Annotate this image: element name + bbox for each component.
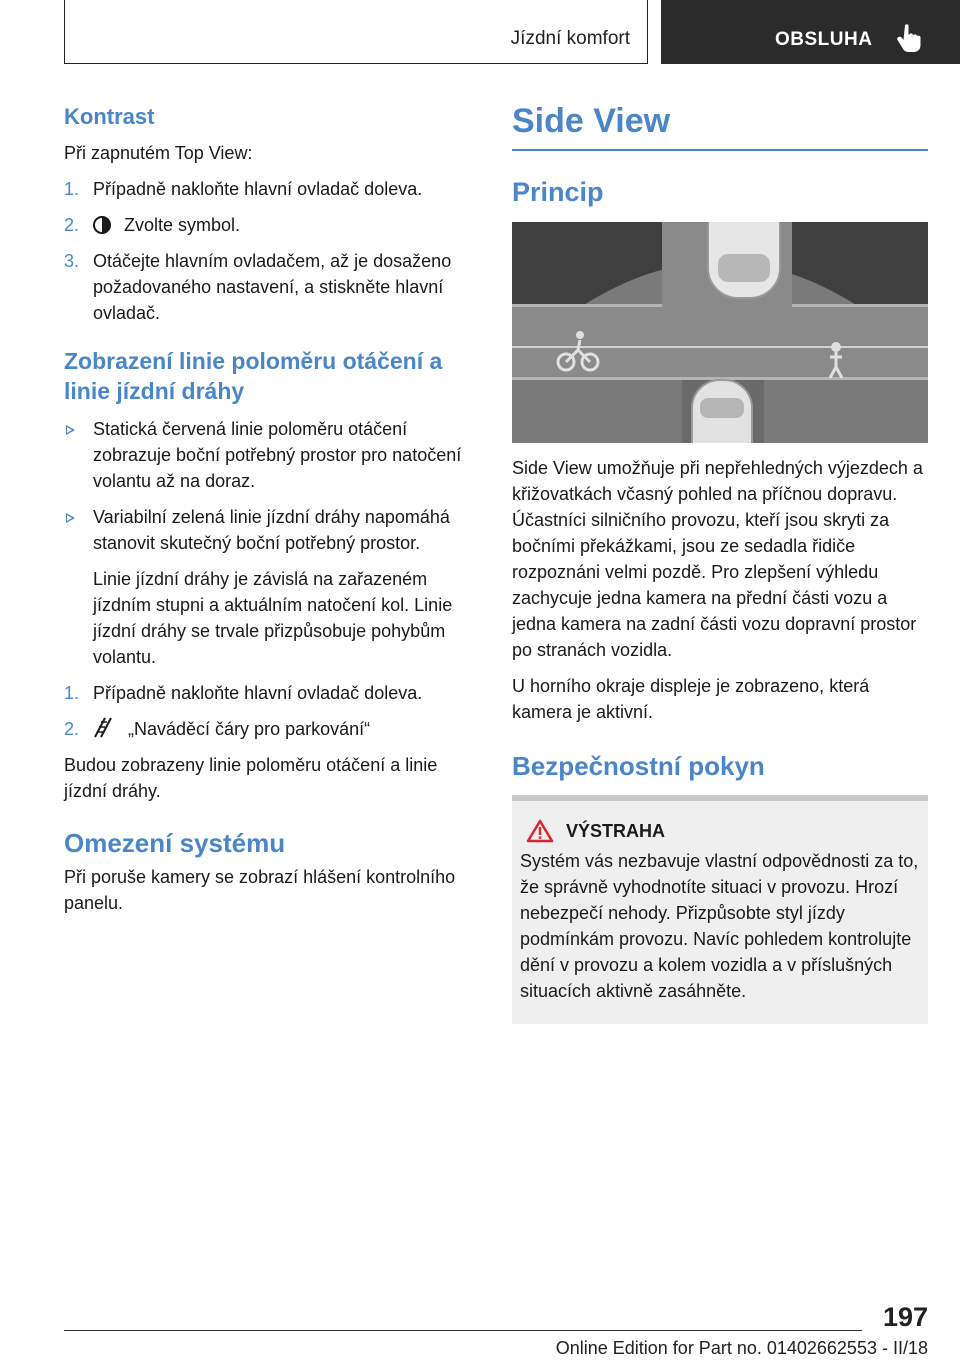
side-view-scene [512, 222, 928, 443]
right-column [512, 98, 928, 1024]
lines-result: Budou zobrazeny linie poloměru otáčení a linie jízdní dráhy. [64, 755, 438, 801]
list-item [64, 416, 478, 494]
step-text: Případně nakloňte hlavní ovladač doleva. [93, 179, 423, 199]
step-number: 3. [64, 251, 80, 271]
bullet-text: Statická červená linie poloměru otáčení zobrazuje boční potřebný prostor pro natočení volantu až na doraz. [93, 419, 462, 491]
limits-text: Při poruše kamery se zobrazí hlášení kontrolního panelu. [64, 867, 456, 913]
princip-heading: Princip [512, 177, 604, 207]
princip-paragraph-2: U horního okraje displeje je zobrazeno, která kamera je aktivní. [512, 676, 870, 722]
safety-heading: Bezpečnostní pokyn [512, 751, 765, 781]
lines-bullets [64, 416, 478, 670]
bullet-note: Linie jízdní dráhy je závislá na zařazeném jízdním stupni a aktuálním natočení kol. Linie jízdní dráhy se trvale přizpůsobuje pohybům volantu. [93, 569, 453, 667]
heading-rule [512, 149, 928, 151]
list-item [64, 176, 478, 202]
list-item [64, 504, 478, 556]
step-number: 1. [64, 683, 80, 703]
header-section-title: Jízdní komfort [510, 28, 630, 49]
contrast-icon [93, 216, 111, 234]
side-view-illustration [512, 222, 928, 443]
warning-title [566, 821, 920, 842]
header-chapter-label: OBSLUHA [775, 29, 873, 50]
footer-edition: Online Edition for Part no. 01402662553 - II/18 [555, 1338, 928, 1358]
header-chapter-tab [661, 0, 960, 64]
side-view-heading: Side View [512, 102, 671, 140]
list-item [64, 680, 478, 706]
limits-heading: Omezení systému [64, 828, 286, 858]
step-number: 2. [64, 215, 80, 235]
warning-box [512, 795, 928, 1024]
own-car [692, 380, 752, 443]
step-text: Případně nakloňte hlavní ovladač doleva. [93, 683, 423, 703]
list-item [64, 716, 478, 742]
crossing-car [708, 222, 780, 298]
bullet-text: Variabilní zelená linie jízdní dráhy napomáhá stanovit skutečný boční potřebný prostor. [93, 507, 450, 553]
step-text: „Naváděcí čáry pro parkování“ [128, 719, 371, 739]
step-text: Zvolte symbol. [124, 215, 241, 235]
step-text: Otáčejte hlavním ovladačem, až je dosaženo požadovaného nastavení, a stiskněte hlavní ovladač. [93, 251, 452, 323]
princip-paragraph-1: Side View umožňuje při nepřehledných výjezdech a křižovatkách včasný pohled na příčnou dopravu. Účastníci silničního provozu, kteří jsou skryti za bočními překážkami, jsou ze sedadla řidiče rozpoznáni velmi pozdě. Pro zlepšení výhledu zachycuje jedna kamera na přední části vozu a jedna kamera na zadní části vozu dopravní prostor po stranách vozidla. [512, 458, 923, 660]
lines-heading: Zobrazení linie poloměru otáčení a linie jízdní dráhy [64, 348, 443, 404]
kontrast-heading: Kontrast [64, 104, 155, 129]
parking-guide-lines-icon [93, 716, 115, 738]
footer-rule [64, 1330, 862, 1331]
warning-text: Systém vás nezbavuje vlastní odpovědnosti za to, že správně vyhodnotíte situaci v provozu. Hrozí nebezpečí nehody. Přizpůsobte styl jízdy podmínkám provozu. Navíc pohledem kontrolujte dění v provozu a kolem vozidla a v příslušných situacích aktivně zasáhněte. [520, 851, 919, 1001]
bullet-triangle-icon [66, 513, 75, 523]
step-number: 1. [64, 179, 80, 199]
step-number: 2. [64, 719, 80, 739]
pointing-hand-icon [896, 23, 922, 53]
left-column [64, 98, 478, 926]
warning-label: VÝSTRAHA [566, 821, 666, 841]
list-item [64, 212, 478, 238]
list-item [64, 248, 478, 326]
kontrast-intro: Při zapnutém Top View: [64, 143, 253, 163]
page-number: 197 [882, 1302, 928, 1332]
kontrast-steps [64, 176, 478, 326]
warning-triangle-icon [526, 819, 554, 843]
lines-steps [64, 680, 478, 742]
bullet-triangle-icon [66, 425, 75, 435]
